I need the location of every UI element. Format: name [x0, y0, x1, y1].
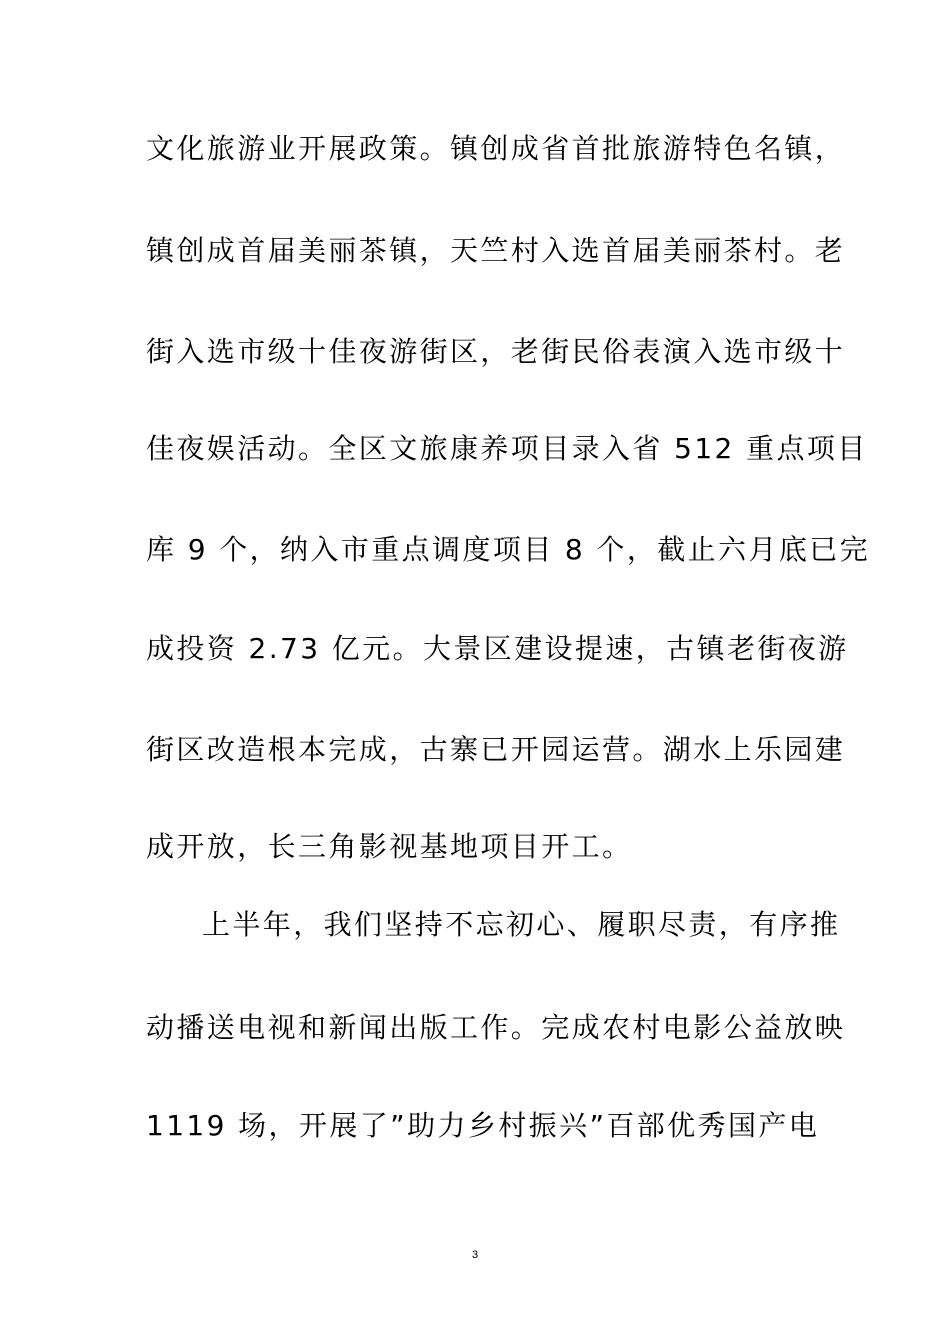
text-line: 库 9 个，纳入市重点调度项目 8 个，截止六月底已完: [146, 533, 871, 566]
text-line: 佳夜娱活动。全区文旅康养项目录入省 512 重点项目: [146, 432, 868, 465]
text-line: 成开放，长三角影视基地项目开工。: [146, 830, 633, 863]
text-line: 成投资 2.73 亿元。大景区建设提速，古镇老街夜游: [146, 632, 849, 665]
paragraph-start-line: 上半年，我们坚持不忘初心、履职尽责，有序推: [202, 908, 841, 941]
text-line: 街入选市级十佳夜游街区，老街民俗表演入选市级十: [146, 335, 846, 368]
text-line: 动播送电视和新闻出版工作。完成农村电影公益放映: [146, 1011, 846, 1044]
text-line: 文化旅游业开展政策。镇创成省首批旅游特色名镇，: [146, 132, 846, 165]
text-line: 1119 场，开展了”助力乡村振兴”百部优秀国产电: [146, 1109, 820, 1142]
text-line: 镇创成首届美丽茶镇，天竺村入选首届美丽茶村。老: [146, 234, 846, 267]
text-line: 街区改造根本完成，古寨已开园运营。湖水上乐园建: [146, 733, 846, 766]
page-number: 3: [471, 1249, 479, 1261]
